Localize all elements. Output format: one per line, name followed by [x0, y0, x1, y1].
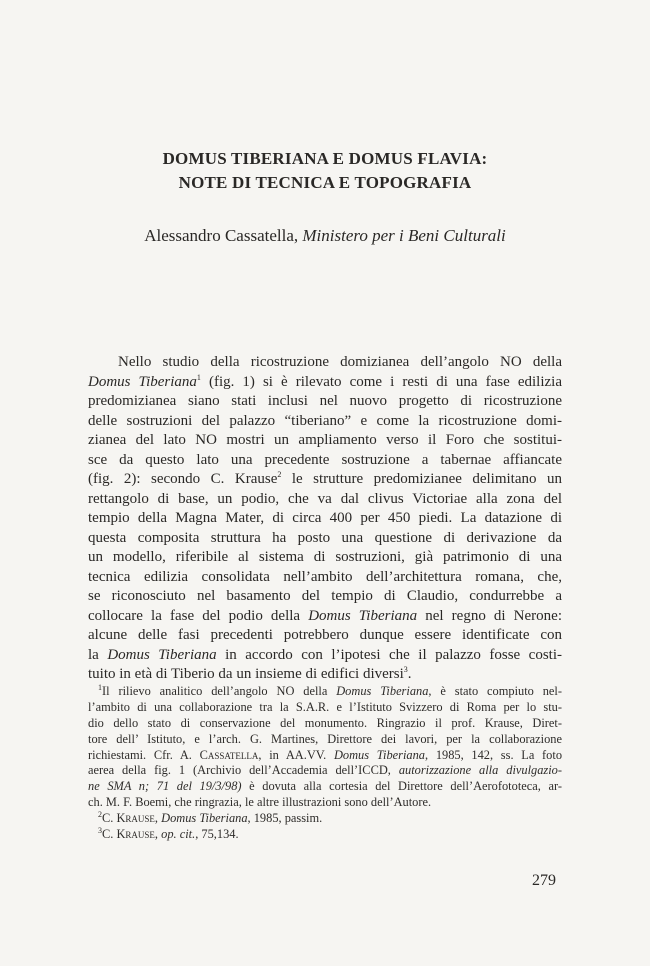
- body-line: [88, 470, 562, 490]
- footnote-italic: Domus Tiberiana: [333, 747, 425, 762]
- author-name: Alessandro Cassatella,: [144, 226, 303, 245]
- body-line: se riconosciuto nel basamento del tempio di Claudio, condurrebbe a: [88, 588, 562, 604]
- footnote-text: ,: [154, 811, 162, 826]
- body-line: [88, 607, 562, 627]
- body-text-run: in accordo con l’ipotesi che il palazzo fosse costi-: [216, 646, 562, 663]
- footnote-ref-1: 1: [196, 372, 201, 382]
- footnote-1-line: ch. M. F. Boemi, che ringrazia, le altre illustrazioni sono dell’Autore.: [88, 795, 432, 810]
- body-line: [88, 646, 562, 666]
- footnote-1-line: [88, 763, 562, 779]
- body-italic: Domus Tiberiana: [308, 607, 418, 624]
- body-paragraph: [88, 353, 562, 685]
- body-line: tempio della Magna Mater, di circa 400 per 450 piedi. La datazione di: [88, 510, 562, 526]
- body-line: rettangolo di base, un podio, che va dal clivus Victoriae alla zona del: [88, 490, 562, 507]
- footnote-italic: Domus Tiberiana: [161, 811, 248, 826]
- footnote-1-line: l’ambito di una collaborazione tra la S.A.R. e l’Istituto Svizzero di Roma per lo stu-: [88, 699, 562, 714]
- footnote-author: Cassatella: [199, 747, 259, 762]
- footnote-number: 1: [98, 682, 102, 692]
- footnote-italic: Domus Tiberiana: [336, 684, 429, 698]
- footnote-italic: ne SMA n; 71 del 19/3/98): [88, 779, 242, 794]
- footnote-1-line: [88, 748, 562, 764]
- footnote-ref-2: 2: [277, 470, 282, 479]
- body-line: Nello studio della ricostruzione domizianea dell’angolo NO della: [118, 354, 562, 370]
- body-line: [88, 665, 562, 685]
- body-text-run: nel regno di Nerone:: [417, 607, 562, 624]
- footnote-author: Krause: [116, 811, 155, 826]
- body-line: sce da questo lato una precedente sostruzione a tabernae affiancate: [88, 451, 562, 468]
- body-line: un modello, riferibile al sistema di sostruzioni, già patrimonio di una: [88, 549, 562, 565]
- body-line: alcune delle fasi precedenti potrebbero dunque essere identificate con: [88, 627, 562, 643]
- footnote-text: C.: [102, 811, 117, 826]
- footnote-3: [88, 827, 562, 843]
- footnote-italic: op. cit.: [161, 827, 196, 842]
- body-line: tecnica edilizia consolidata nell’ambito dell’architettura romana, che,: [88, 568, 562, 585]
- body-text-run: .: [407, 666, 412, 682]
- footnotes: [88, 684, 562, 843]
- title-line-1: DOMUS TIBERIANA E DOMUS FLAVIA:: [162, 149, 488, 168]
- footnote-number: 2: [98, 810, 102, 819]
- footnote-text: è dovuta alla cortesia del Direttore dell’Aerofototeca, ar-: [241, 779, 562, 794]
- body-line: zianea del lato NO mostri un ampliamento verso il Foro che sostitui-: [88, 432, 562, 448]
- footnote-text: C.: [102, 827, 117, 842]
- author-affiliation: Ministero per i Beni Culturali: [302, 226, 506, 245]
- footnote-number: 3: [98, 825, 102, 835]
- footnote-text: , è stato compiuto nel-: [428, 684, 562, 698]
- footnote-text: ,: [154, 827, 162, 842]
- body-line: [88, 373, 562, 393]
- footnote-2: [88, 811, 562, 827]
- footnote-italic: autorizzazione alla divulgazio-: [398, 763, 562, 778]
- body-text-run: le strutture predomizianee delimitano un: [281, 471, 562, 487]
- footnote-author: Krause: [116, 827, 155, 842]
- footnote-text: Il rilievo analitico dell’angolo NO della: [102, 684, 337, 698]
- body-text-run: (fig. 2): secondo C. Krause: [88, 471, 278, 487]
- body-italic: Domus Tiberiana: [88, 373, 197, 390]
- page-number: 279: [532, 872, 556, 889]
- body-line: predomizianea siano stati inclusi nel nuovo progetto di ricostruzione: [88, 393, 562, 409]
- title-line-2: NOTE DI TECNICA E TOPOGRAFIA: [178, 173, 472, 192]
- body-text-run: la: [88, 646, 108, 663]
- footnote-1-line: dio dello stato di conservazione del monumento. Ringrazio il prof. Krause, Diret-: [88, 715, 562, 730]
- author-line: [0, 226, 650, 246]
- body-italic: Domus Tiberiana: [107, 646, 217, 663]
- footnote-1-line: [88, 779, 562, 795]
- article-title: [0, 147, 650, 195]
- body-text-run: tuito in età di Tiberio da un insieme di edifici diversi: [88, 666, 404, 682]
- footnote-text: , in AA.VV.: [258, 747, 334, 762]
- footnote-text: richiestami. Cfr. A.: [88, 747, 200, 762]
- footnote-text: , 75,134.: [195, 827, 239, 842]
- body-line: questa composita struttura ha posto una questione di derivazione da: [88, 529, 562, 546]
- footnote-1-line: [88, 684, 562, 700]
- footnote-text: aerea della fig. 1 (Archivio dell’Accademia dell’ICCD,: [88, 763, 399, 778]
- footnote-1-line: tore dell’ Istituto, e l’arch. G. Martines, Direttore dei lavori, per la collaborazione: [88, 731, 562, 746]
- body-text-run: collocare la fase del podio della: [88, 607, 309, 624]
- body-text-run: (fig. 1) si è rilevato come i resti di una fase edilizia: [200, 373, 562, 390]
- footnote-text: , 1985, passim.: [247, 811, 323, 826]
- footnote-ref-3: 3: [403, 665, 408, 674]
- footnote-text: , 1985, 142, ss. La foto: [425, 747, 563, 762]
- body-line: delle sostruzioni del palazzo “tiberiano” e come la ricostruzione domi-: [88, 412, 562, 429]
